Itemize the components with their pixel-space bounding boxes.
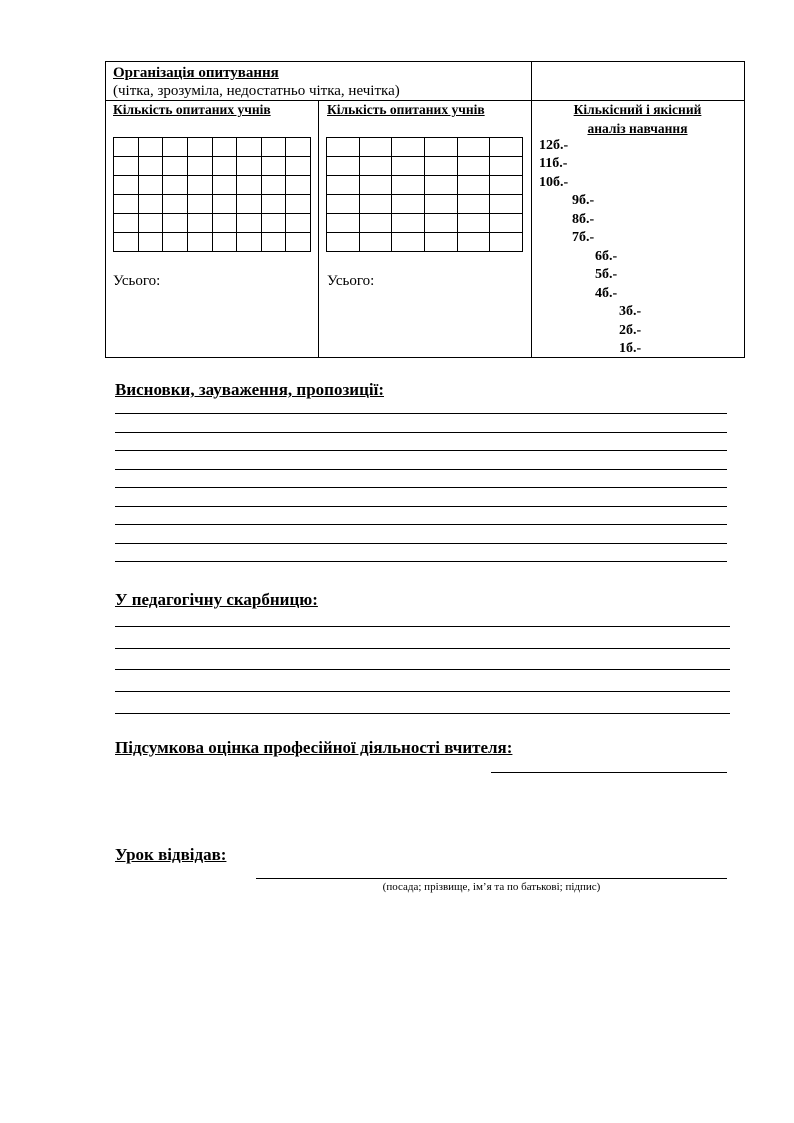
count-grid-2: [326, 137, 523, 252]
grade-2: 2б.-: [619, 323, 642, 338]
col3-header-line1: Кількісний і якісний: [573, 102, 702, 117]
treasury-heading: У педагогічну скарбницю:: [115, 590, 318, 609]
total-label-1: Усього:: [113, 273, 161, 289]
grade-8: 8б.-: [572, 212, 595, 227]
grade-4: 4б.-: [595, 286, 618, 301]
grade-3: 3б.-: [619, 304, 642, 319]
final-grade-line[interactable]: [491, 772, 727, 773]
grade-7: 7б.-: [572, 230, 595, 245]
final-grade-heading: Підсумкова оцінка професійної діяльності вчителя:: [115, 738, 513, 757]
signature-caption: (посада; прізвище, ім’я та по батькові; підпис): [382, 881, 601, 893]
grade-12: 12б.-: [539, 138, 569, 153]
col1-header: Кількість опитаних учнів: [113, 102, 271, 117]
grade-5: 5б.-: [595, 267, 618, 282]
grade-10: 10б.-: [539, 175, 569, 190]
grade-6: 6б.-: [595, 249, 618, 264]
org-subtitle: (чітка, зрозуміла, недостатньо чітка, нечітка): [113, 83, 400, 99]
org-title: Організація опитування: [113, 65, 279, 81]
count-grid-1: [113, 137, 311, 252]
grade-11: 11б.-: [539, 156, 568, 171]
grade-1: 1б.-: [619, 341, 642, 356]
grade-9: 9б.-: [572, 193, 595, 208]
col3-header-line2: аналіз навчання: [587, 121, 688, 136]
col2-header: Кількість опитаних учнів: [327, 102, 485, 117]
visited-heading: Урок відвідав:: [115, 845, 227, 864]
conclusions-heading: Висновки, зауваження, пропозиції:: [115, 380, 384, 399]
signature-line[interactable]: [256, 878, 727, 879]
total-label-2: Усього:: [327, 273, 375, 289]
